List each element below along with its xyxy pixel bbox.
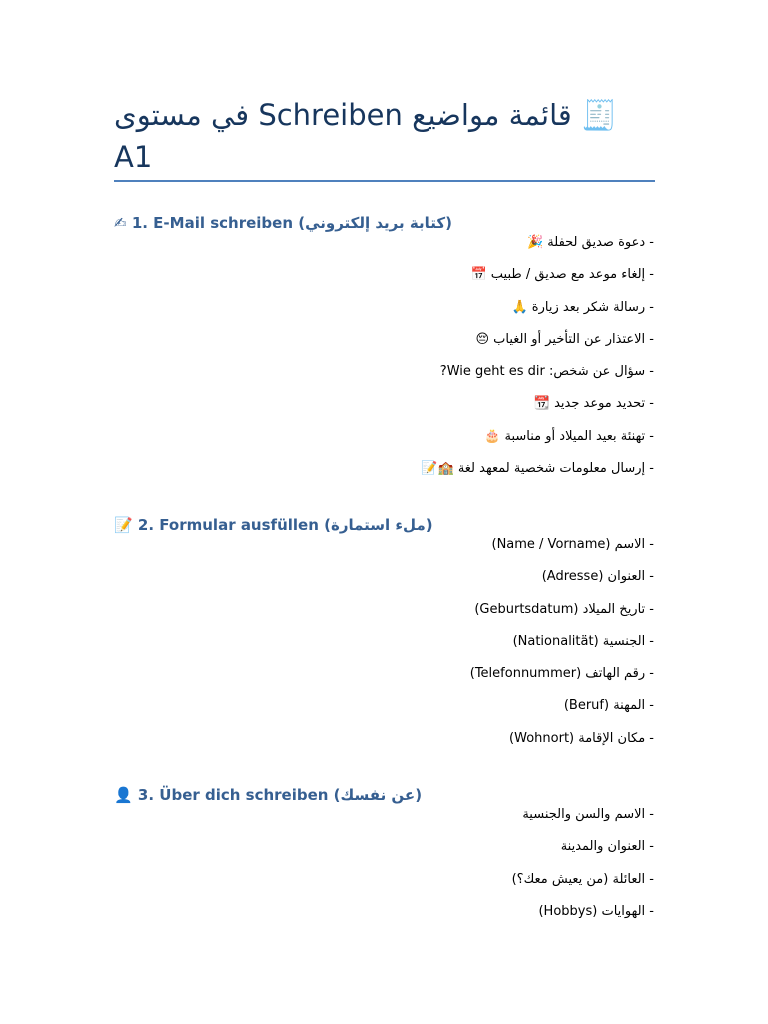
section-formular <box>114 514 654 762</box>
list-item: - الجنسية (Nationalität) <box>512 633 654 649</box>
section-heading-about-you-text: 3. Über dich schreiben (عن نفسك) <box>137 786 423 804</box>
document-title <box>114 94 654 178</box>
list-item: - تهنئة بعيد الميلاد أو مناسبة 🎂 <box>484 428 654 444</box>
title-line-2: A1 <box>114 140 153 174</box>
section-heading-about-you <box>114 784 654 806</box>
list-item: - العائلة (من يعيش معك؟) <box>511 871 654 887</box>
section-email <box>114 212 654 492</box>
memo-icon: 📝 <box>114 516 133 534</box>
list-item: - الهوايات (Hobbys) <box>538 903 654 919</box>
list-item: - إرسال معلومات شخصية لمعهد لغة 🏫📝 <box>421 461 654 477</box>
list-item: - رسالة شكر بعد زيارة 🙏 <box>511 299 654 315</box>
list-item: - تحديد موعد جديد 📆 <box>533 396 654 412</box>
list-item: - دعوة صديق لحفلة 🎉 <box>526 235 654 250</box>
list-item: - مكان الإقامة (Wohnort) <box>509 730 654 746</box>
person-icon: 👤 <box>114 786 133 804</box>
section-about-you <box>114 784 654 935</box>
list-item: - الاعتذار عن التأخير أو الغياب 😔 <box>475 331 654 347</box>
section-heading-formular-text: 2. Formular ausfüllen (ملء استمارة) <box>137 516 433 534</box>
list-item: - سؤال عن شخص: Wie geht es dir? <box>439 364 654 380</box>
list-item: - رقم الهاتف (Telefonnummer) <box>469 666 654 682</box>
section-heading-email-text: 1. E-Mail schreiben (كتابة بريد إلكتروني) <box>131 214 452 232</box>
title-underline <box>114 180 655 182</box>
list-item: - الاسم (Name / Vorname) <box>491 537 654 552</box>
list-item: - الاسم والسن والجنسية <box>522 807 654 822</box>
formular-field-list <box>114 536 654 762</box>
list-item: - العنوان (Adresse) <box>541 569 654 585</box>
about-you-topic-list <box>114 806 654 935</box>
title-line-1: 🧾 قائمة مواضيع Schreiben في مستوى <box>114 98 618 132</box>
email-topic-list <box>114 234 654 492</box>
section-heading-email <box>114 212 654 234</box>
pencil-icon: ✍ <box>114 214 127 232</box>
list-item: - تاريخ الميلاد (Geburtsdatum) <box>474 601 654 617</box>
list-item: - المهنة (Beruf) <box>563 698 654 714</box>
list-item: - العنوان والمدينة <box>560 839 654 855</box>
list-item: - إلغاء موعد مع صديق / طبيب 📅 <box>470 267 654 283</box>
section-heading-formular <box>114 514 654 536</box>
